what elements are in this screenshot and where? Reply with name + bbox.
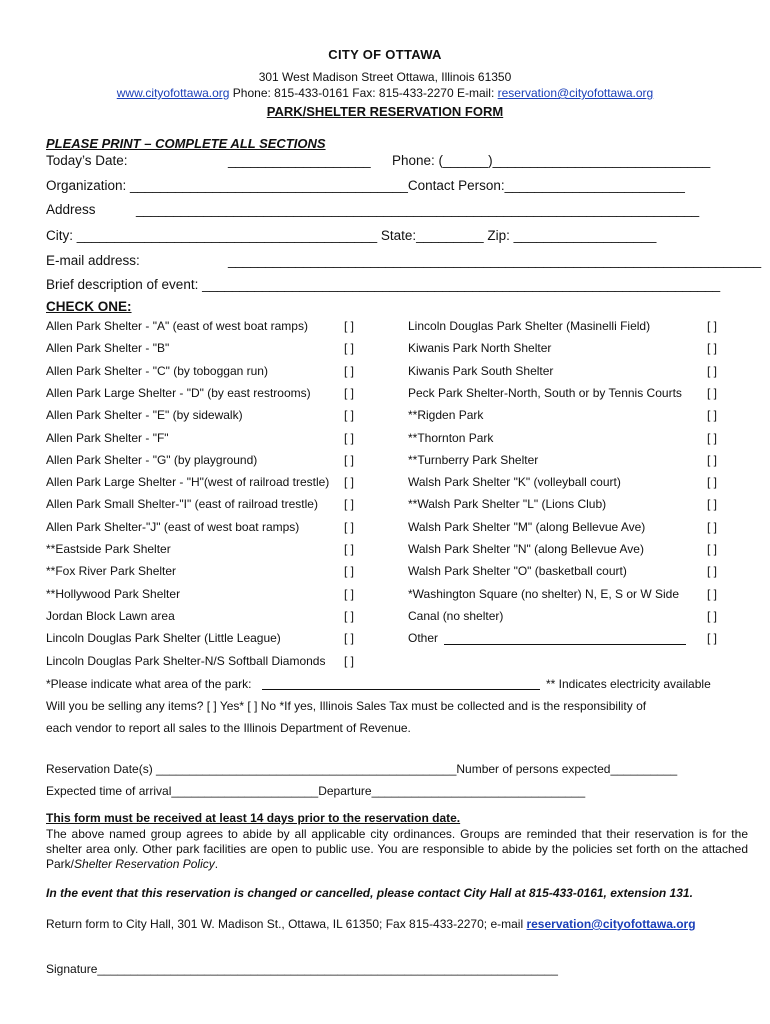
agreement-end: .	[214, 857, 219, 871]
shelter-option-left-14: Lincoln Douglas Park Shelter (Little League)	[46, 631, 281, 645]
shelter-option-left-3: Allen Park Large Shelter - "D" (by east restrooms)	[46, 386, 311, 400]
event-description-field[interactable]: Brief description of event: _____________________________________________________________________	[46, 277, 721, 292]
deadline-notice: This form must be received at least 14 days prior to the reservation date.	[46, 811, 461, 825]
todays-date-field[interactable]: ___________________	[228, 153, 371, 168]
shelter-option-right-5: **Thornton Park	[408, 431, 494, 445]
shelter-option-left-6: Allen Park Shelter - "G" (by playground)	[46, 453, 258, 467]
shelter-option-left-1: Allen Park Shelter - "B"	[46, 341, 170, 355]
shelter-checkbox-right-0[interactable]: [ ]	[707, 319, 718, 333]
shelter-option-right-7: Walsh Park Shelter "K" (volleyball court)	[408, 475, 621, 489]
address-field[interactable]: ___________________________________________________________________________	[136, 202, 700, 217]
email-label: E-mail address:	[46, 253, 140, 268]
shelter-checkbox-right-4[interactable]: [ ]	[707, 408, 718, 422]
shelter-option-right-4: **Rigden Park	[408, 408, 484, 422]
electricity-note: ** Indicates electricity available	[546, 677, 711, 691]
shelter-option-right-1: Kiwanis Park North Shelter	[408, 341, 552, 355]
contact-line	[0, 86, 770, 100]
shelter-checkbox-right-7[interactable]: [ ]	[707, 475, 718, 489]
agreement-paragraph	[46, 827, 748, 872]
shelter-option-right-3: Peck Park Shelter-North, South or by Tennis Courts	[408, 386, 682, 400]
shelter-option-left-10: **Eastside Park Shelter	[46, 542, 171, 556]
shelter-option-right-0: Lincoln Douglas Park Shelter (Masinelli Field)	[408, 319, 651, 333]
selling-note: each vendor to report all sales to the Illinois Department of Revenue.	[46, 721, 411, 735]
shelter-checkbox-left-11[interactable]: [ ]	[344, 564, 355, 578]
todays-date-label: Today’s Date:	[46, 153, 128, 168]
signature-field[interactable]: Signature_____________________________________________________________________	[46, 962, 558, 976]
shelter-checkbox-right-6[interactable]: [ ]	[707, 453, 718, 467]
shelter-checkbox-left-2[interactable]: [ ]	[344, 364, 355, 378]
email-field[interactable]: _______________________________________________________________________	[228, 253, 762, 268]
shelter-checkbox-left-9[interactable]: [ ]	[344, 520, 355, 534]
shelter-option-left-7: Allen Park Large Shelter - "H"(west of railroad trestle)	[46, 475, 330, 489]
shelter-checkbox-right-1[interactable]: [ ]	[707, 341, 718, 355]
organization-field[interactable]: Organization: _____________________________________Contact Person:________________________	[46, 178, 685, 193]
shelter-checkbox-left-5[interactable]: [ ]	[344, 431, 355, 445]
shelter-checkbox-left-4[interactable]: [ ]	[344, 408, 355, 422]
shelter-checkbox-left-13[interactable]: [ ]	[344, 609, 355, 623]
shelter-checkbox-right-11[interactable]: [ ]	[707, 564, 718, 578]
city-state-zip-field[interactable]: City: ________________________________________ State:_________ Zip: ___________________	[46, 228, 657, 243]
shelter-checkbox-right-8[interactable]: [ ]	[707, 497, 718, 511]
city-name: CITY OF OTTAWA	[328, 47, 442, 62]
other-shelter-field[interactable]	[444, 644, 686, 645]
form-title: PARK/SHELTER RESERVATION FORM	[266, 104, 504, 119]
shelter-option-left-9: Allen Park Shelter-"J" (east of west boat ramps)	[46, 520, 300, 534]
phone-field[interactable]: Phone: (______)_____________________________	[392, 153, 711, 168]
email-link[interactable]: reservation@cityofottawa.org	[497, 86, 654, 100]
shelter-checkbox-left-14[interactable]: [ ]	[344, 631, 355, 645]
shelter-checkbox-right-14[interactable]: [ ]	[707, 631, 718, 645]
shelter-checkbox-right-12[interactable]: [ ]	[707, 587, 718, 601]
shelter-option-left-2: Allen Park Shelter - "C" (by toboggan run)	[46, 364, 268, 378]
area-of-park-label: *Please indicate what area of the park:	[46, 677, 252, 691]
shelter-checkbox-left-12[interactable]: [ ]	[344, 587, 355, 601]
shelter-option-left-11: **Fox River Park Shelter	[46, 564, 177, 578]
return-instructions	[46, 917, 696, 931]
reservation-dates-field[interactable]: Reservation Date(s) _____________________________________________Number of persons expected__________	[46, 762, 678, 776]
shelter-checkbox-left-8[interactable]: [ ]	[344, 497, 355, 511]
shelter-option-right-11: Walsh Park Shelter "O" (basketball court)	[408, 564, 627, 578]
website-link[interactable]: www.cityofottawa.org	[116, 86, 230, 100]
shelter-checkbox-left-15[interactable]: [ ]	[344, 654, 355, 668]
shelter-option-left-4: Allen Park Shelter - "E" (by sidewalk)	[46, 408, 243, 422]
shelter-checkbox-right-2[interactable]: [ ]	[707, 364, 718, 378]
change-notice: In the event that this reservation is changed or cancelled, please contact City Hall at 815-433-0161, extension 131.	[46, 886, 693, 900]
shelter-option-right-14: Other	[408, 631, 439, 645]
arrival-departure-field[interactable]: Expected time of arrival______________________Departure________________________________	[46, 784, 586, 798]
shelter-option-right-8: **Walsh Park Shelter "L" (Lions Club)	[408, 497, 607, 511]
shelter-option-right-6: **Turnberry Park Shelter	[408, 453, 539, 467]
print-instructions: PLEASE PRINT – COMPLETE ALL SECTIONS	[46, 136, 326, 151]
shelter-option-right-9: Walsh Park Shelter "M" (along Bellevue Ave)	[408, 520, 646, 534]
policy-name: Shelter Reservation Policy	[74, 857, 215, 871]
shelter-option-left-0: Allen Park Shelter - "A" (east of west boat ramps)	[46, 319, 308, 333]
shelter-option-left-12: **Hollywood Park Shelter	[46, 587, 181, 601]
shelter-option-right-2: Kiwanis Park South Shelter	[408, 364, 554, 378]
shelter-option-left-15: Lincoln Douglas Park Shelter-N/S Softball Diamonds	[46, 654, 326, 668]
shelter-checkbox-left-3[interactable]: [ ]	[344, 386, 355, 400]
return-email-link[interactable]: reservation@cityofottawa.org	[526, 917, 696, 931]
shelter-option-left-13: Jordan Block Lawn area	[46, 609, 175, 623]
selling-question[interactable]: Will you be selling any items? [ ] Yes* [ ] No *If yes, Illinois Sales Tax must be collected and is the responsibility of	[46, 699, 647, 713]
shelter-checkbox-left-6[interactable]: [ ]	[344, 453, 355, 467]
shelter-option-left-8: Allen Park Small Shelter-"I" (east of railroad trestle)	[46, 497, 318, 511]
shelter-checkbox-left-7[interactable]: [ ]	[344, 475, 355, 489]
area-of-park-field[interactable]	[262, 689, 540, 690]
check-one-heading: CHECK ONE:	[46, 299, 132, 314]
shelter-option-right-13: Canal (no shelter)	[408, 609, 504, 623]
shelter-checkbox-left-1[interactable]: [ ]	[344, 341, 355, 355]
city-address: 301 West Madison Street Ottawa, Illinois 61350	[258, 70, 512, 84]
shelter-checkbox-right-10[interactable]: [ ]	[707, 542, 718, 556]
shelter-checkbox-right-3[interactable]: [ ]	[707, 386, 718, 400]
shelter-checkbox-right-9[interactable]: [ ]	[707, 520, 718, 534]
shelter-checkbox-left-0[interactable]: [ ]	[344, 319, 355, 333]
shelter-checkbox-left-10[interactable]: [ ]	[344, 542, 355, 556]
shelter-option-right-12: *Washington Square (no shelter) N, E, S or W Side	[408, 587, 680, 601]
shelter-option-left-5: Allen Park Shelter - "F"	[46, 431, 169, 445]
address-label: Address	[46, 202, 96, 217]
return-text: Return form to City Hall, 301 W. Madison St., Ottawa, IL 61350; Fax 815-433-2270; e-mail	[46, 917, 527, 931]
phone-fax: Phone: 815-433-0161 Fax: 815-433-2270 E-mail:	[229, 86, 498, 100]
shelter-checkbox-right-13[interactable]: [ ]	[707, 609, 718, 623]
shelter-option-right-10: Walsh Park Shelter "N" (along Bellevue Ave)	[408, 542, 644, 556]
agreement-text: The above named group agrees to abide by all applicable city ordinances. Groups are reminded that their reservation is for the shelter area only. Other park facilities are open to public use. You are responsible to abide by the policies set forth on the attached Park/	[46, 827, 748, 871]
shelter-checkbox-right-5[interactable]: [ ]	[707, 431, 718, 445]
